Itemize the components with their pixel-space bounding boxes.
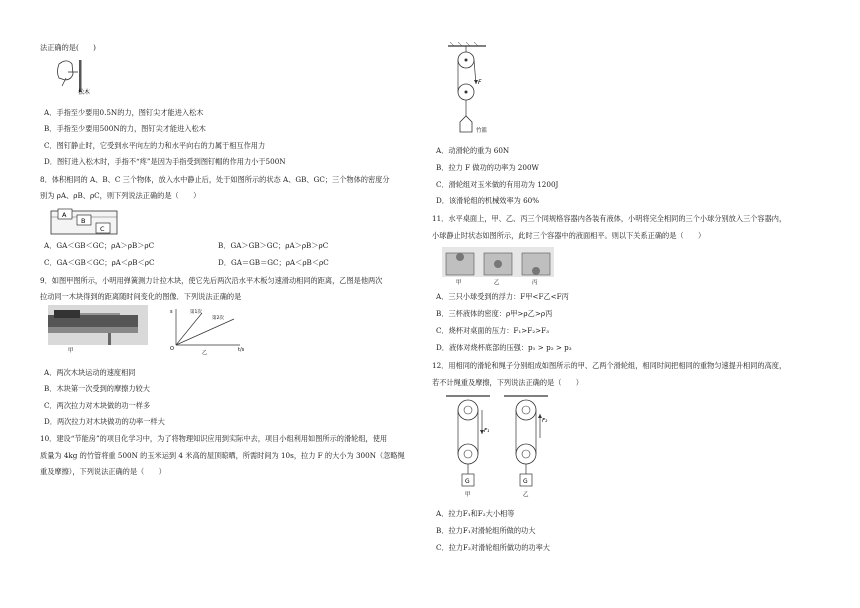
q11-containers-figure [442,247,554,285]
q9-option-b: B．木块第一次受到的摩擦力较大 [44,384,150,393]
q10-option-c: C．滑轮组对玉米做的有用功为 1200J [436,180,559,189]
q8-line-2: 别为 ρA、ρB、ρC，则下列说法正确的是（ ） [40,191,201,200]
q11-option-b: B．三杯液体的密度：ρ甲>ρ乙>ρ丙 [436,309,553,318]
svg-text:F₁: F₁ [484,428,490,434]
svg-text:F₂: F₂ [542,418,548,424]
q8-block-b: B [81,217,86,225]
q10-line-3: 重及摩擦），下列说法正确的是（ ） [40,467,166,476]
q8-tank-figure [50,205,118,235]
q7-option-d: D．图钉进入松木时，手指不“疼”是因为手指受到图钉帽的作用力小于500N [44,157,286,166]
q9-label-jia: 甲 [68,348,74,353]
svg-text:第2次: 第2次 [212,316,224,321]
q9-option-d: D．两次拉力对木块做功的功率一样大 [44,417,165,426]
q8-option-d: D．GA＝GB＝GC；ρA＜ρB＜ρC [218,258,329,267]
q8-block-c: C [100,225,105,233]
q12-option-a: A．拉力F₁和F₂大小相等 [436,509,515,518]
svg-text:乙: 乙 [494,280,500,285]
q8-option-c: C．GA＜GB＜GC；ρA＜ρB＜ρC [44,258,155,267]
q11-option-d: D．液体对烧杯底部的压强：p₁ > p₂ > p₃ [436,343,572,352]
q8-line-1: 8．体积相同的 A、B、C 三个物体，放入水中静止后，处于如图所示的状态 A、GB、GC；三个物体的密度分 [40,175,390,184]
q10-option-b: B．拉力 F 做功的功率为 200W [436,163,539,172]
svg-text:甲: 甲 [456,280,462,285]
svg-text:乙: 乙 [202,350,208,355]
q7-option-b: B．手指至少要用500N的力，图钉尖才能进入松木 [44,124,206,133]
q11-line-1: 11．水平桌面上，甲、乙、丙三个同规格容器内各装有液体，小明将完全相同的三个小球分别放入三个容器内， [432,214,787,223]
q8-option-b: B．GA＞GB＞GC；ρA＞ρB＞ρC [218,241,329,250]
svg-text:竹篮: 竹篮 [476,128,488,134]
svg-text:t/s: t/s [238,347,245,353]
q12-line-1: 12．用相同的滑轮和绳子分别组成如图所示的甲、乙两个滑轮组，相同时间把相同的重物匀速提升相同的高度， [432,361,787,370]
q9-option-c: C．两次拉力对木块做的功一样多 [44,401,151,410]
svg-text:第1次: 第1次 [190,310,202,315]
q7-fig-label: 松木 [78,89,91,96]
q10-option-a: A．动滑轮的重为 60N [436,146,510,155]
q9-photo-figure [48,305,148,353]
q7-tail: 法正确的是( ) [40,43,96,52]
q8-block-a: A [62,211,67,219]
q12-option-b: B．拉力F₁对滑轮组所做的功大 [436,526,536,535]
q11-option-a: A．三只小球受到的浮力：F甲<F乙<F丙 [436,292,569,301]
q12-option-c: C．拉力F₂对滑轮组所做功的功率大 [436,543,550,552]
q9-st-graph [168,305,248,355]
q7-option-c: C．图钉静止时，它受到水平向左的力和水平向右的力属于相互作用力 [44,141,266,150]
q10-line-1: 10．建设“节能房”的项目化学习中，为了将物理知识应用到实际中去，项目小组利用如图所示的滑轮组，使用 [40,434,388,443]
q7-option-a: A．手指至少要用0.5N的力，图钉尖才能进入松木 [44,108,204,117]
q10-option-d: D．该滑轮组的机械效率为 60% [436,196,540,205]
q9-line-2: 拉动同一木块得到的距离随时间变化的图像．下列说法正确的是 [40,292,242,301]
svg-text:F: F [478,79,482,86]
svg-text:s: s [170,309,173,315]
svg-text:乙: 乙 [523,492,529,498]
q9-line-1: 9．如图甲图所示，小明用弹簧测力计拉木块，使它先后两次沿水平木板匀速滑动相同的距离，乙图是他两次 [40,276,383,285]
svg-text:G: G [465,478,470,485]
svg-text:O: O [170,346,174,352]
q7-thumbtack-figure [46,58,96,98]
q10-line-2: 质量为 4kg 的竹管将重 500N 的玉米运到 4 米高的屋顶晾晒，所需时间为 10s，拉力 F 的大小为 300N（忽略绳 [40,451,405,460]
q12-line-2: 若不计绳重及摩擦，下列说法正确的是（ ） [432,378,583,387]
svg-text:甲: 甲 [465,492,471,498]
svg-text:G: G [523,478,528,485]
q10-pulley-figure [446,40,506,140]
q11-option-c: C．烧杯对桌面的压力：F₁>F₂>F₃ [436,326,550,335]
q9-option-a: A．两次木块运动的速度相同 [44,368,136,377]
q12-pulley-figure [444,392,554,500]
svg-text:丙: 丙 [532,280,538,285]
q8-option-a: A．GA＜GB＜GC；ρA＞ρB＞ρC [44,241,155,250]
q11-line-2: 小球静止时状态如图所示，此时三个容器中的液面相平。则以下关系正确的是（ ） [432,231,706,240]
